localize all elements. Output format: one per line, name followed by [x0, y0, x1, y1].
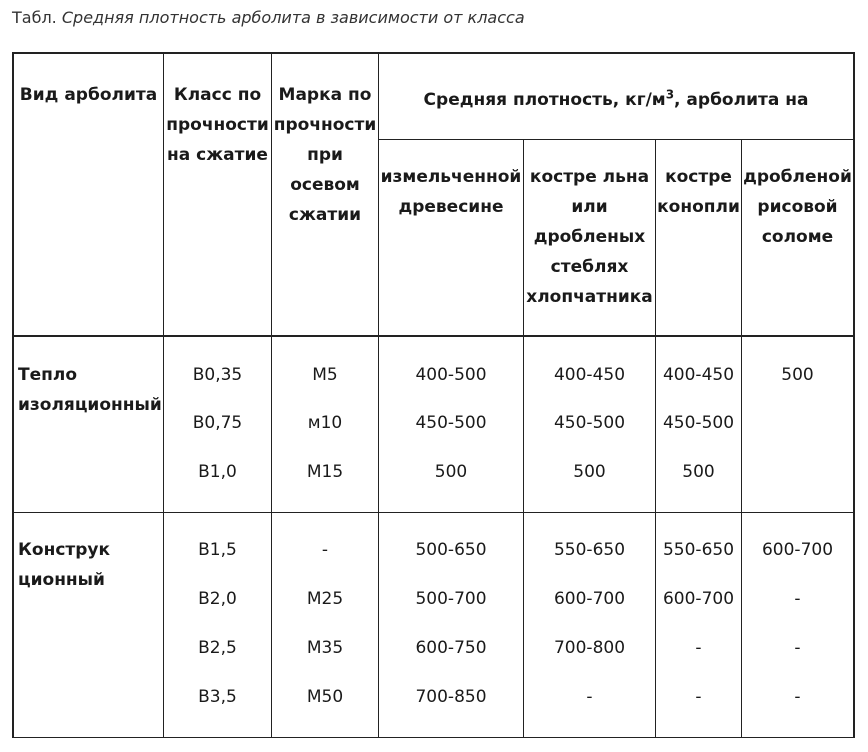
header-flax [524, 162, 655, 312]
header-density-sup: 3 [665, 87, 675, 102]
cell-class: В1,5 [198, 540, 237, 560]
group-divider [12, 512, 855, 513]
header-rice-line: дробленой [743, 167, 852, 187]
cell-rice: - [794, 638, 801, 658]
cell-flax: 550-650 [553, 540, 626, 560]
cell-hemp: 450-500 [662, 413, 735, 433]
cell-mark: М35 [306, 638, 344, 658]
cell-flax: 700-800 [553, 638, 626, 658]
group-name-line: Конструк [18, 540, 111, 560]
cell-wood: 500-650 [415, 540, 487, 560]
header-mark-line: прочности [273, 115, 377, 135]
header-divider [378, 139, 855, 140]
header-class-line: прочности [166, 115, 269, 135]
cell-hemp: 500 [682, 462, 715, 482]
cell-wood: 400-500 [415, 365, 487, 385]
header-hemp-line: костре [665, 167, 732, 187]
cell-rice: - [794, 589, 801, 609]
header-wood-line: древесине [398, 197, 504, 217]
group-name-line: изоляционный [18, 395, 162, 415]
header-rice [742, 162, 853, 252]
cell-flax: - [586, 687, 593, 707]
header-flax-line: стеблях [550, 257, 629, 277]
header-density-label: Средняя плотность, кг/м [423, 90, 666, 110]
header-type: Вид арболита [19, 85, 158, 105]
cell-wood: 700-850 [415, 687, 487, 707]
table-border-right [853, 52, 855, 738]
group-name-line: ционный [18, 570, 105, 590]
header-hemp-line: конопли [657, 197, 740, 217]
header-rice-line: рисовой [757, 197, 838, 217]
header-mark-line: осевом [290, 175, 360, 195]
cell-class: В2,5 [198, 638, 237, 658]
header-flax-line: или [571, 197, 608, 217]
cell-rice: 500 [781, 365, 814, 385]
cell-mark: М5 [312, 365, 338, 385]
cell-class: В3,5 [198, 687, 237, 707]
header-rice-line: соломе [761, 227, 834, 247]
header-flax-line: костре льна [529, 167, 650, 187]
cell-mark: М15 [306, 462, 344, 482]
cell-flax: 500 [573, 462, 606, 482]
cell-rice: 600-700 [761, 540, 834, 560]
cell-rice: - [794, 687, 801, 707]
header-wood-line: измельченной [380, 167, 522, 187]
header-mark-line: при [307, 145, 343, 165]
header-hemp [656, 162, 741, 222]
cell-wood: 600-750 [415, 638, 487, 658]
table-border-top [12, 52, 855, 54]
cell-hemp: 600-700 [662, 589, 735, 609]
header-mark [272, 80, 378, 230]
header-bottom-line [12, 335, 855, 337]
cell-hemp: - [695, 687, 702, 707]
header-flax-line: дробленых [533, 227, 646, 247]
cell-mark: - [321, 540, 329, 560]
cell-class: В0,75 [192, 413, 243, 433]
header-density [379, 85, 853, 115]
header-mark-line: Марка по [278, 85, 372, 105]
group-name-structural [18, 535, 163, 595]
header-class-line: Класс по [173, 85, 262, 105]
cell-class: В2,0 [198, 589, 237, 609]
table-border-left [12, 52, 14, 738]
cell-mark: М50 [306, 687, 344, 707]
table-border-bottom [12, 737, 855, 738]
cell-flax: 600-700 [553, 589, 626, 609]
caption-title: Средняя плотность арболита в зависимости от класса [61, 8, 525, 27]
header-wood [379, 162, 523, 222]
cell-wood: 500 [434, 462, 468, 482]
header-class-line: на сжатие [167, 145, 268, 165]
cell-mark: М25 [306, 589, 344, 609]
header-mark-line: сжатии [288, 205, 362, 225]
cell-hemp: 400-450 [662, 365, 735, 385]
cell-hemp: - [695, 638, 702, 658]
cell-wood: 450-500 [415, 413, 487, 433]
cell-flax: 400-450 [553, 365, 626, 385]
header-flax-line: хлопчатника [526, 287, 653, 307]
cell-flax: 450-500 [553, 413, 626, 433]
caption-prefix: Табл. [12, 8, 57, 27]
group-name-insulating [18, 360, 163, 420]
header-density-tail: , арболита на [674, 90, 809, 110]
cell-class: В1,0 [198, 462, 237, 482]
cell-class: В0,35 [192, 365, 243, 385]
cell-mark: м10 [307, 413, 343, 433]
header-class [164, 80, 271, 170]
group-name-line: Тепло [18, 365, 78, 385]
cell-hemp: 550-650 [662, 540, 735, 560]
cell-wood: 500-700 [415, 589, 487, 609]
